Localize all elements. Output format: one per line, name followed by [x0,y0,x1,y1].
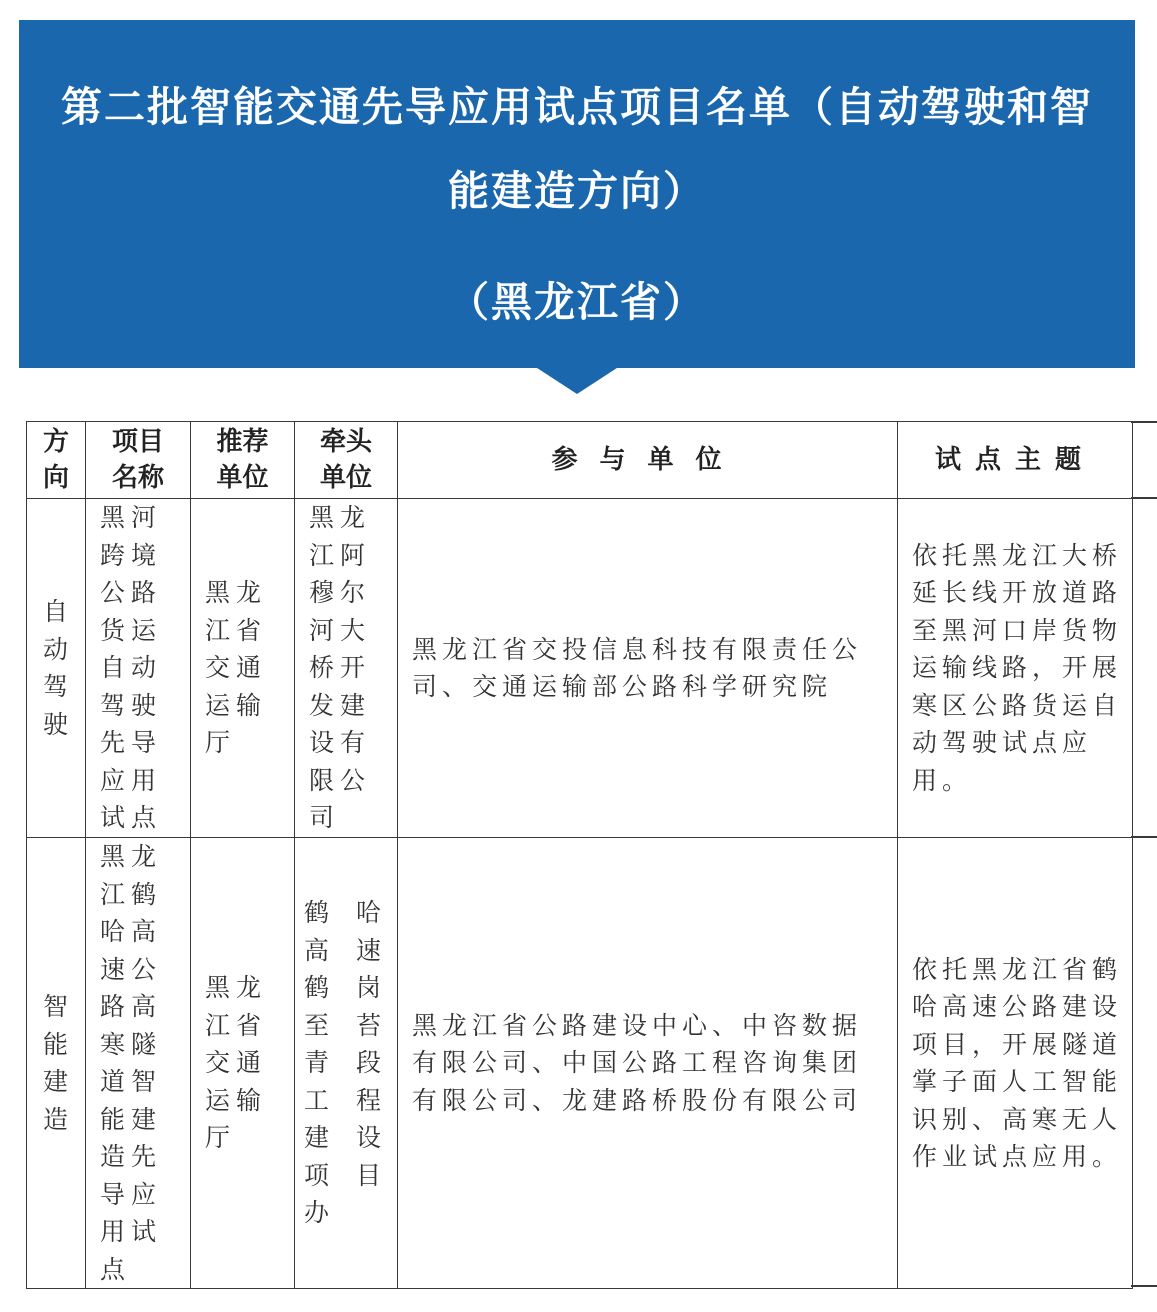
pilot-project-table [26,421,1133,1289]
cell-recommender: 黑龙江省交通运输厅 [191,499,295,838]
cell-participants: 黑龙江省公路建设中心、中咨数据有限公司、中国公路工程咨询集团有限公司、龙建路桥股份有限公司 [398,838,898,1289]
lead-unit-columns [295,894,397,1232]
cell-theme: 依托黑龙江大桥延长线开放道路至黑河口岸货物运输线路，开展寒区公路货运自动驾驶试点应用。 [898,499,1133,838]
lead-unit-col-right: 哈速岗苔段程设目 [356,898,388,1190]
header-project-name: 项目名称 [86,422,191,499]
cell-theme: 依托黑龙江省鹤哈高速公路建设项目，开展隧道掌子面人工智能识别、高寒无人作业试点应用。 [898,838,1133,1289]
table-edge-line [1131,421,1157,423]
table-row [27,499,1133,838]
header-lead-unit: 牵头单位 [295,422,398,499]
cell-lead-unit: 黑龙江阿穆尔河大桥开发建设有限公司 [295,499,398,838]
table-header-row [27,422,1133,499]
header-theme: 试点主题 [898,422,1133,499]
cell-recommender: 黑龙江省交通运输厅 [191,838,295,1289]
table-edge-line [1131,1285,1157,1287]
table-row [27,838,1133,1289]
table-edge-line [1131,497,1157,499]
banner-title: 第二批智能交通先导应用试点项目名单（自动驾驶和智能建造方向） [61,83,1093,215]
header-direction: 方向 [27,422,86,499]
title-banner [19,20,1135,368]
header-participants: 参与单位 [398,422,898,499]
cell-direction: 智能建造 [27,838,86,1289]
lead-unit-col-left: 鹤高鹤至青工建项办 [304,898,336,1228]
cell-project-name: 黑河跨境公路货运自动驾驶先导应用试点 [86,499,191,838]
cell-participants: 黑龙江省交投信息科技有限责任公司、交通运输部公路科学研究院 [398,499,898,838]
header-recommender: 推荐单位 [191,422,295,499]
cell-project-name: 黑龙江鹤哈高速公路高寒隧道智能建造先导应用试点 [86,838,191,1289]
banner-subtitle: （黑龙江省） [448,278,706,326]
banner-arrow [534,366,620,394]
cell-direction: 自动驾驶 [27,499,86,838]
cell-lead-unit [295,838,398,1289]
table-edge-line [1131,836,1157,838]
